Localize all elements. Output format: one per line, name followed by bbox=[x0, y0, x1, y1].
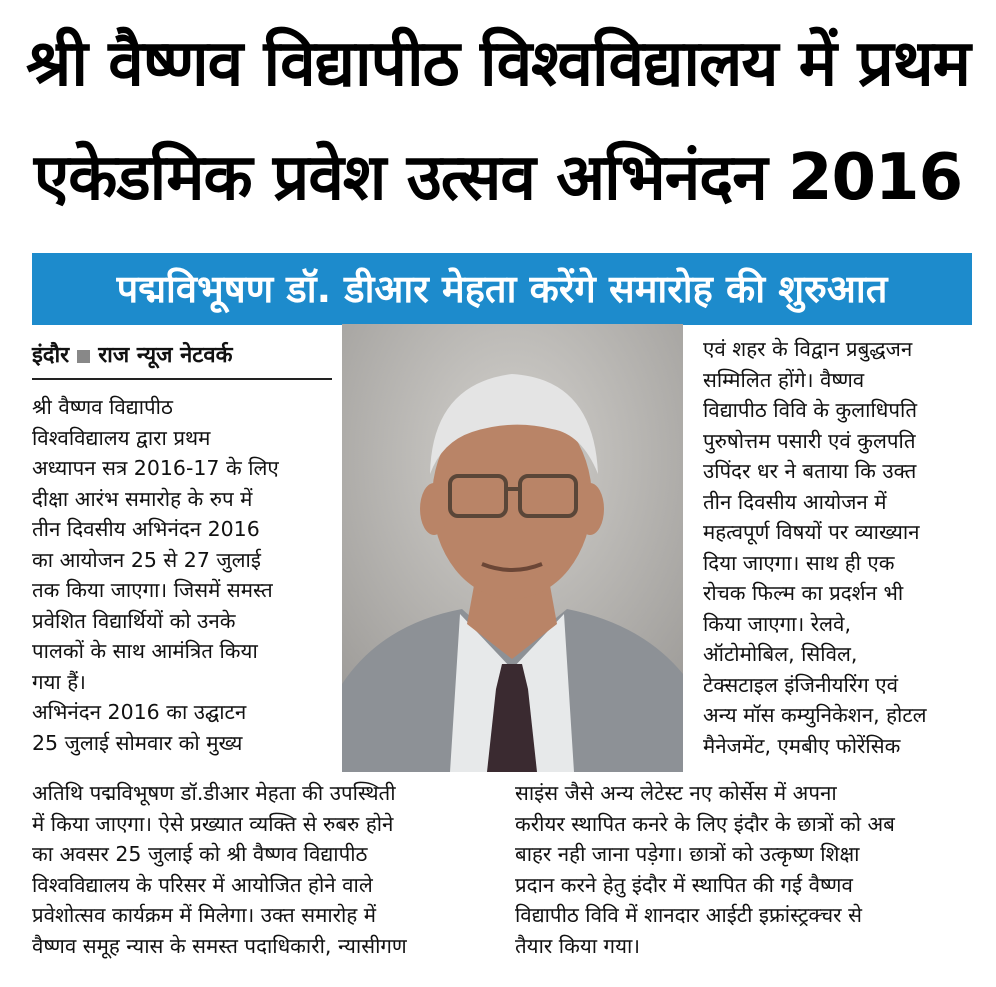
article-line: तीन दिवसीय आयोजन में bbox=[703, 489, 887, 514]
article-line: प्रदान करने हेतु इंदौर में स्थापित की गई वैष्णव bbox=[515, 872, 853, 897]
subheadline-banner: पद्मविभूषण डॉ. डीआर मेहता करेंगे समारोह की शुरुआत bbox=[32, 253, 972, 325]
article-line: अध्यापन सत्र 2016-17 के लिए bbox=[32, 456, 279, 480]
article-line: का अवसर 25 जुलाई को श्री वैष्णव विद्यापीठ bbox=[32, 842, 368, 866]
article-line: अन्य मॉस कम्युनिकेशन, होटल bbox=[703, 703, 927, 727]
portrait-photo bbox=[342, 324, 683, 772]
article-line: विश्वविद्यालय के परिसर में आयोजित होने वाले bbox=[32, 872, 373, 897]
article-line: विद्यापीठ विवि में शानदार आईटी इफ्रांस्ट्रक्चर से bbox=[515, 903, 862, 927]
article-line: प्रवेशोत्सव कार्यक्रम में मिलेगा। उक्त समारोह में bbox=[32, 903, 376, 927]
article-column-left-wide bbox=[32, 778, 492, 961]
article-line: तीन दिवसीय अभिनंदन 2016 bbox=[32, 517, 260, 541]
article-line: अभिनंदन 2016 का उद्घाटन bbox=[32, 700, 247, 724]
article-line: 25 जुलाई सोमवार को मुख्य bbox=[32, 730, 243, 755]
article-line: रोचक फिल्म का प्रदर्शन भी bbox=[703, 581, 904, 605]
dateline bbox=[32, 338, 332, 374]
dateline-source: राज न्यूज नेटवर्क bbox=[98, 343, 233, 368]
dateline-place: इंदौर bbox=[32, 343, 70, 368]
article-line: ऑटोमोबिल, सिविल, bbox=[703, 642, 858, 666]
article-line: अतिथि पद्मविभूषण डॉ.डीआर मेहता की उपस्थिती bbox=[32, 781, 396, 805]
article-line: विश्वविद्यालय द्वारा प्रथम bbox=[32, 425, 211, 450]
article-line: उपिंदर धर ने बताया कि उक्त bbox=[703, 459, 917, 483]
headline-line-2: एकेडमिक प्रवेश उत्सव अभिनंदन 2016 bbox=[33, 141, 963, 215]
article-line: साइंस जैसे अन्य लेटेस्ट नए कोर्सेस में अपना bbox=[515, 781, 837, 805]
article-line: पालकों के साथ आमंत्रित किया bbox=[32, 639, 258, 663]
square-bullet-icon bbox=[77, 350, 90, 363]
article-line: में किया जाएगा। ऐसे प्रख्यात व्यक्ति से रुबरु होने bbox=[32, 811, 394, 836]
article-line: दिया जाएगा। साथ ही एक bbox=[703, 550, 895, 575]
article-line: श्री वैष्णव विद्यापीठ bbox=[32, 395, 173, 419]
article-line: गया हैं। bbox=[32, 669, 86, 694]
article-line: किया जाएगा। रेलवे, bbox=[703, 611, 851, 636]
article-line: करीयर स्थापित कनरे के लिए इंदौर के छात्रों को अब bbox=[515, 811, 895, 836]
article-line: वैष्णव समूह न्यास के समस्त पदाधिकारी, न्यासीगण bbox=[32, 933, 407, 958]
headline-line-1: श्री वैष्णव विद्यापीठ विश्वविद्यालय में प्रथम bbox=[26, 27, 970, 101]
article-column-right bbox=[703, 334, 975, 761]
article-line: पुरुषोत्तम पसारी एवं कुलपति bbox=[703, 428, 916, 453]
article-line: का आयोजन 25 से 27 जुलाई bbox=[32, 547, 261, 572]
dateline-rule bbox=[32, 378, 332, 380]
article-line: एवं शहर के विद्वान प्रबुद्धजन bbox=[703, 337, 913, 361]
article-line: महत्वपूर्ण विषयों पर व्याख्यान bbox=[703, 520, 920, 544]
article-line: तक किया जाएगा। जिसमें समस्त bbox=[32, 578, 273, 602]
article-line: सम्मिलित होंगे। वैष्णव bbox=[703, 367, 865, 392]
article-line: मैनेजमेंट, एमबीए फोरेंसिक bbox=[703, 733, 901, 758]
article-line: विद्यापीठ विवि के कुलाधिपति bbox=[703, 398, 918, 422]
article-line: दीक्षा आरंभ समारोह के रुप में bbox=[32, 486, 253, 511]
portrait-photo-icon bbox=[342, 324, 683, 772]
article-line: बाहर नही जाना पड़ेगा। छात्रों को उत्कृष्ण शिक्षा bbox=[515, 842, 860, 866]
article-column-right-wide bbox=[515, 778, 975, 961]
article-line: प्रवेशित विद्यार्थियों को उनके bbox=[32, 608, 236, 633]
article-line: टेक्सटाइल इंजिनीयरिंग एवं bbox=[703, 672, 899, 697]
article-column-left bbox=[32, 392, 338, 758]
article-line: तैयार किया गया। bbox=[515, 933, 641, 958]
